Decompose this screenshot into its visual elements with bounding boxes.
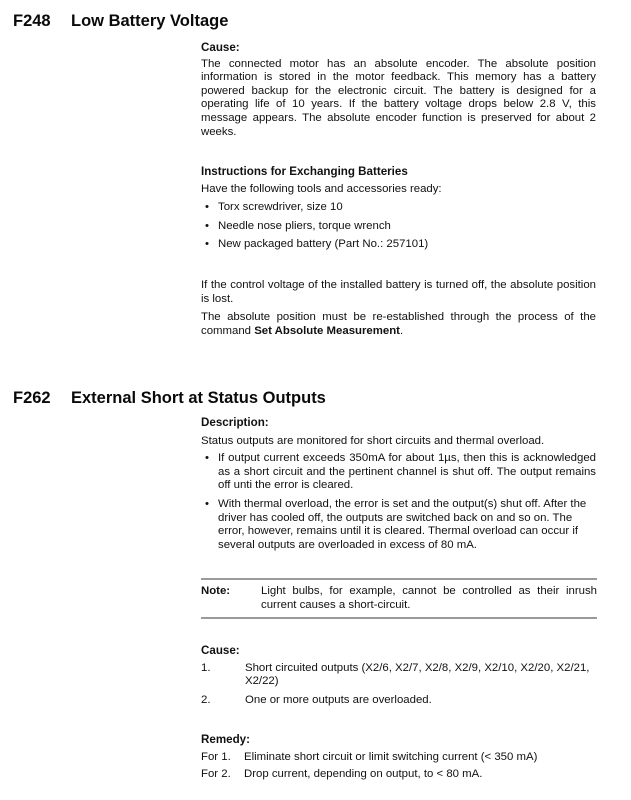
list-item: [201, 768, 596, 782]
f248-body: [201, 41, 596, 139]
reestablish-text: [201, 311, 596, 338]
list-item: [201, 220, 596, 234]
item-number: For 1.: [201, 750, 231, 763]
item-number: For 2.: [201, 768, 231, 781]
reestablish-prefix: The absolute position must be re-established through the process of the command: [201, 311, 596, 337]
description-list: [201, 452, 596, 552]
instructions-heading: Instructions for Exchanging Batteries: [201, 165, 408, 178]
description-heading: Description:: [201, 416, 269, 429]
instructions-intro: Have the following tools and accessories ready:: [201, 182, 442, 195]
command-name: Set Absolute Measurement: [254, 324, 400, 337]
list-item-text: Torx screwdriver, size 10: [218, 201, 343, 214]
section-heading-f248: [13, 12, 228, 31]
list-item: [201, 662, 596, 689]
note-text: Light bulbs, for example, cannot be controlled as their inrush current causes a short-circuit.: [261, 585, 597, 611]
reestablish-suffix: .: [399, 324, 404, 337]
list-item: [201, 498, 596, 552]
note-label: Note:: [201, 585, 231, 597]
bullet-icon: •: [205, 452, 209, 465]
list-item-text: New packaged battery (Part No.: 257101): [218, 238, 429, 251]
cause-list: [201, 662, 596, 708]
section-title: External Short at Status Outputs: [71, 389, 326, 407]
bullet-icon: •: [205, 219, 209, 232]
item-number: 2.: [201, 693, 211, 706]
remedy-list: [201, 751, 596, 782]
error-code: F262: [13, 389, 51, 407]
note-box: [201, 578, 597, 619]
list-item-text: One or more outputs are overloaded.: [245, 693, 432, 706]
section-heading-f262: [13, 389, 326, 408]
list-item: [201, 238, 596, 252]
f262-cause: [201, 644, 596, 707]
list-item-text: Drop current, depending on output, to < 80 mA.: [244, 768, 483, 781]
list-item-text: Eliminate short circuit or limit switching current (< 350 mA): [244, 750, 538, 763]
list-item-text: With thermal overload, the error is set and the output(s) shut off. After the driver has cooled off, the outputs are switched back on and so on. The error, however, remains until it is cleared. Thermal overload can occur if several outputs are overloaded in excess of 80 mA.: [218, 497, 587, 551]
f248-warning: [201, 279, 596, 338]
list-item: [201, 694, 596, 708]
list-item: [201, 751, 596, 765]
section-title: Low Battery Voltage: [71, 12, 229, 30]
cause-heading: Cause:: [201, 644, 240, 657]
cause-heading: Cause:: [201, 41, 240, 54]
remedy-heading: Remedy:: [201, 733, 250, 746]
cause-text: The connected motor has an absolute encoder. The absolute position information is stored in the motor feedback. This memory has a battery powered backup for the electronic circuit. The battery is designed for a operating life of 10 years. If the battery voltage drops below 2.8 V, this message appears. The absolute encoder function is preserved for about 2 weeks.: [201, 57, 596, 138]
bullet-icon: •: [205, 201, 209, 214]
bullet-icon: •: [205, 497, 209, 510]
list-item: [201, 452, 596, 493]
list-item-text: Needle nose pliers, torque wrench: [218, 219, 391, 232]
list-item-text: If output current exceeds 350mA for about 1µs, then this is acknowledged as a short circuit and the pertinent channel is shut off. The output remains off unti the error is cleared.: [218, 452, 596, 492]
description-intro: Status outputs are monitored for short circuits and thermal overload.: [201, 434, 545, 447]
tools-list: [201, 201, 596, 252]
bullet-icon: •: [205, 238, 209, 251]
item-number: 1.: [201, 661, 211, 674]
f248-instructions: [201, 165, 596, 252]
f262-remedy: [201, 733, 596, 782]
f262-description: [201, 416, 596, 552]
warning-text: If the control voltage of the installed battery is turned off, the absolute position is lost.: [201, 279, 596, 305]
note-box-wrapper: [201, 578, 597, 619]
list-item-text: Short circuited outputs (X2/6, X2/7, X2/8, X2/9, X2/10, X2/20, X2/21, X2/22): [245, 661, 590, 688]
error-code: F248: [13, 12, 51, 30]
list-item: [201, 201, 596, 215]
